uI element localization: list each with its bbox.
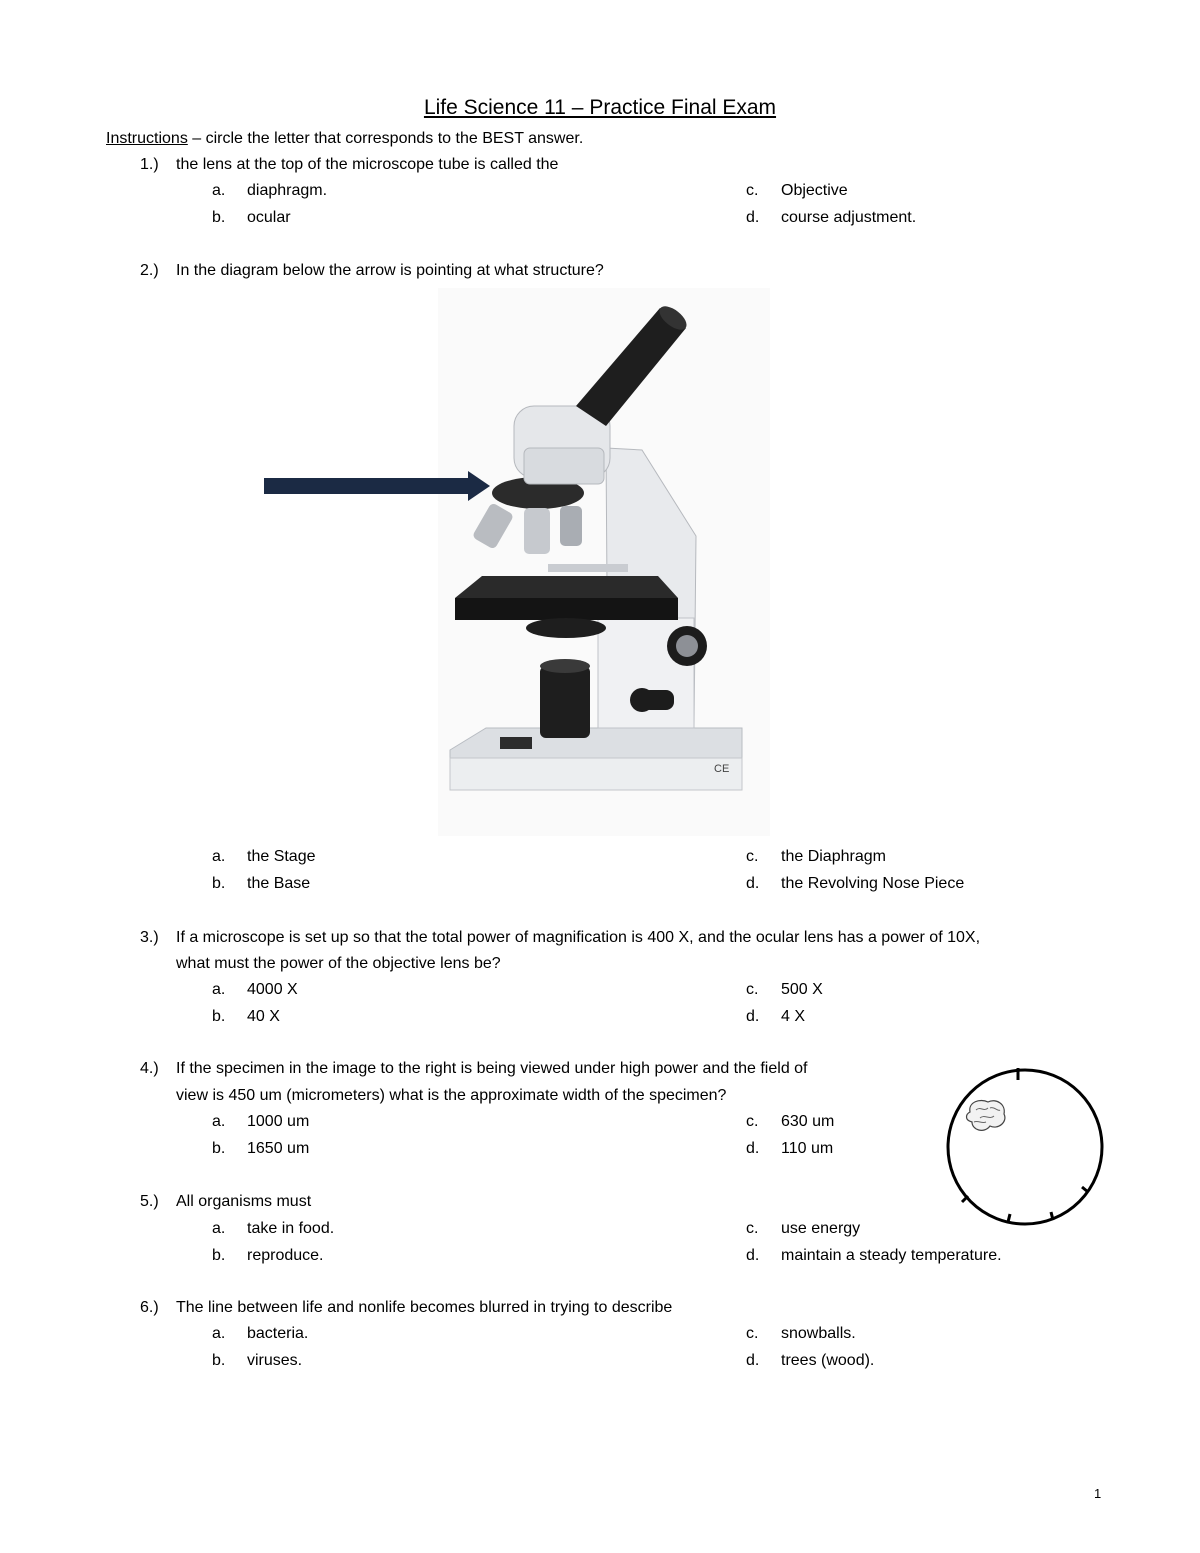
option-text[interactable]: the Revolving Nose Piece <box>781 875 965 892</box>
option-letter[interactable]: a. <box>212 848 226 865</box>
option-text[interactable]: use energy <box>781 1220 861 1237</box>
option-letter[interactable]: d. <box>746 1352 760 1369</box>
option-letter[interactable]: d. <box>746 1140 760 1157</box>
microscope-figure <box>250 288 780 838</box>
option-text[interactable]: 4 X <box>781 1008 806 1025</box>
option-letter[interactable]: a. <box>212 1113 226 1130</box>
instructions-label: Instructions <box>106 130 188 147</box>
page-title: Life Science 11 – Practice Final Exam <box>423 96 777 119</box>
option-letter[interactable]: a. <box>212 981 226 998</box>
option-letter[interactable]: c. <box>746 1113 759 1130</box>
question-number: 1.) <box>140 156 159 173</box>
option-text[interactable]: ocular <box>247 209 291 226</box>
option-letter[interactable]: c. <box>746 981 759 998</box>
field-of-view-figure <box>940 1062 1110 1232</box>
microscope-base <box>450 728 742 790</box>
question-number: 3.) <box>140 929 159 946</box>
option-letter[interactable]: c. <box>746 1220 759 1237</box>
option-text[interactable]: the Stage <box>247 848 316 865</box>
option-text[interactable]: diaphragm. <box>247 182 328 199</box>
fine-focus-knob <box>630 688 674 712</box>
option-letter[interactable]: b. <box>212 1008 226 1025</box>
field-of-view-circle <box>948 1070 1102 1224</box>
option-letter[interactable]: a. <box>212 1325 226 1342</box>
option-text[interactable]: 1650 um <box>247 1140 310 1157</box>
option-text[interactable]: 110 um <box>781 1140 834 1157</box>
option-text[interactable]: 500 X <box>781 981 823 998</box>
instructions-text: – circle the letter that corresponds to the BEST answer. <box>187 130 584 147</box>
option-text[interactable]: trees (wood). <box>781 1352 875 1369</box>
question-text: All organisms must <box>176 1193 312 1210</box>
option-letter[interactable]: d. <box>746 875 760 892</box>
option-letter[interactable]: b. <box>212 875 226 892</box>
option-letter[interactable]: b. <box>212 1140 226 1157</box>
option-letter[interactable]: b. <box>212 1352 226 1369</box>
question-text: If a microscope is set up so that the total power of magnification is 400 X, and the ocular lens has a power of 10X, <box>176 929 981 946</box>
option-letter[interactable]: b. <box>212 1247 226 1264</box>
option-text[interactable]: viruses. <box>247 1352 303 1369</box>
question-text: In the diagram below the arrow is pointing at what structure? <box>176 262 604 279</box>
option-text[interactable]: 4000 X <box>247 981 298 998</box>
question-number: 4.) <box>140 1060 159 1077</box>
instructions <box>106 128 583 150</box>
option-letter[interactable]: b. <box>212 209 226 226</box>
question-text: The line between life and nonlife becomes blurred in trying to describe <box>176 1299 673 1316</box>
option-text[interactable]: the Base <box>247 875 311 892</box>
option-letter[interactable]: c. <box>746 1325 759 1342</box>
option-letter[interactable]: d. <box>746 209 760 226</box>
page-number: 1 <box>1094 1486 1102 1501</box>
ce-mark: CE <box>714 763 730 775</box>
option-text[interactable]: take in food. <box>247 1220 335 1237</box>
question-text: what must the power of the objective lens be? <box>176 955 501 972</box>
option-letter[interactable]: c. <box>746 848 759 865</box>
option-text[interactable]: snowballs. <box>781 1325 856 1342</box>
question-number: 2.) <box>140 262 159 279</box>
option-text[interactable]: 630 um <box>781 1113 835 1130</box>
option-text[interactable]: maintain a steady temperature. <box>781 1247 1002 1264</box>
option-text[interactable]: bacteria. <box>247 1325 309 1342</box>
question-number: 5.) <box>140 1193 159 1210</box>
option-text[interactable]: 40 X <box>247 1008 280 1025</box>
option-letter[interactable]: c. <box>746 182 759 199</box>
option-text[interactable]: 1000 um <box>247 1113 310 1130</box>
option-text[interactable]: Objective <box>781 182 848 199</box>
option-letter[interactable]: d. <box>746 1247 760 1264</box>
question-text: If the specimen in the image to the right is being viewed under high power and the field of <box>176 1060 808 1077</box>
specimen <box>967 1100 1005 1130</box>
option-text[interactable]: the Diaphragm <box>781 848 886 865</box>
question-text: view is 450 um (micrometers) what is the approximate width of the specimen? <box>176 1087 727 1104</box>
option-text[interactable]: course adjustment. <box>781 209 917 226</box>
option-letter[interactable]: a. <box>212 1220 226 1237</box>
option-text[interactable]: reproduce. <box>247 1247 324 1264</box>
question-number: 6.) <box>140 1299 159 1316</box>
option-letter[interactable]: d. <box>746 1008 760 1025</box>
coarse-focus-knob <box>667 626 707 666</box>
option-letter[interactable]: a. <box>212 182 226 199</box>
light-source <box>540 659 590 738</box>
question-text: the lens at the top of the microscope tube is called the <box>176 156 559 173</box>
